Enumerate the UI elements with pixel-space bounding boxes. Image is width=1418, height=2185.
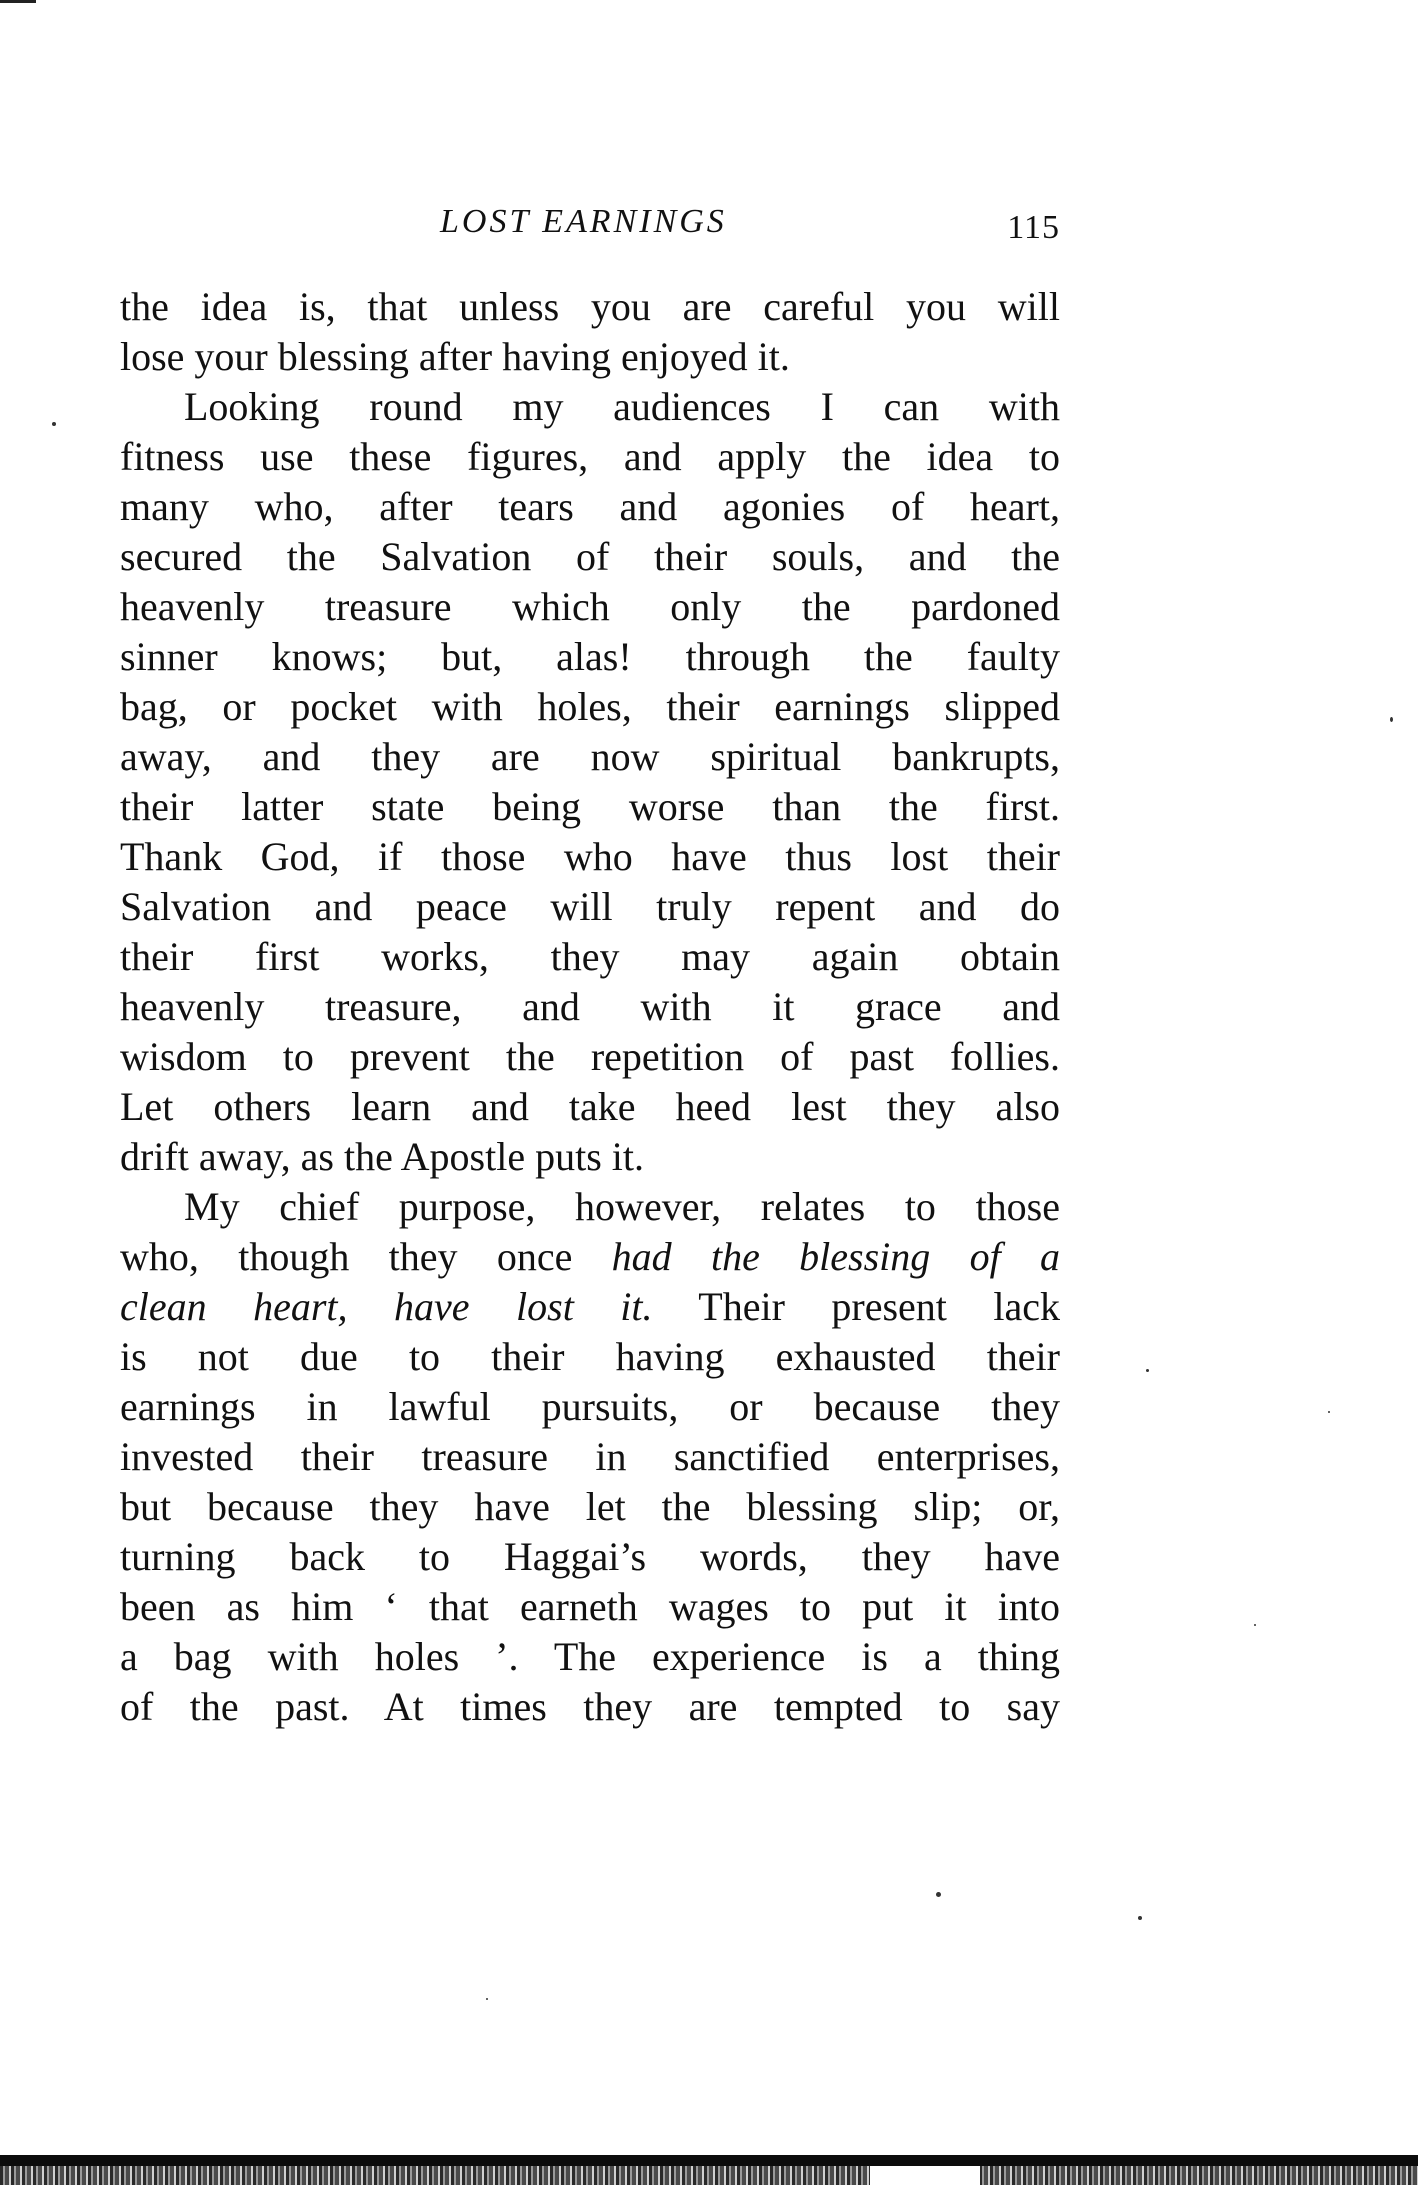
text-line: Looking round my audiences I can with — [184, 384, 1060, 429]
text-line: of the past. At times they are tempted to say — [120, 1684, 1060, 1729]
italic-run: clean heart, have lost it. — [120, 1284, 653, 1329]
text-line: lose your blessing after having enjoyed it. — [120, 334, 790, 379]
text-line: secured the Salvation of their souls, and the — [120, 534, 1060, 579]
dust-speck — [1254, 1624, 1256, 1626]
scan-edge-gap — [870, 2166, 980, 2185]
text-run: Their present lack — [698, 1284, 1060, 1329]
text-line: sinner knows; but, alas! through the faulty — [120, 634, 1060, 679]
text-line: the idea is, that unless you are careful you will — [120, 284, 1060, 329]
dust-speck — [1390, 717, 1393, 722]
text-line: drift away, as the Apostle puts it. — [120, 1134, 644, 1179]
dust-speck — [1146, 1369, 1149, 1372]
italic-run: had the blessing of a — [611, 1234, 1061, 1279]
text-line: but because they have let the blessing slip; or, — [120, 1484, 1060, 1529]
dust-speck — [1138, 1916, 1142, 1920]
text-line: earnings in lawful pursuits, or because they — [120, 1384, 1060, 1429]
text-run: who, though they once — [120, 1234, 573, 1279]
text-line-mixed — [120, 1282, 1060, 1332]
dust-speck — [1328, 1411, 1330, 1413]
text-line: many who, after tears and agonies of heart, — [120, 484, 1060, 529]
scan-bottom-bar — [0, 2155, 1418, 2166]
text-line: bag, or pocket with holes, their earnings slipped — [120, 684, 1060, 729]
text-line: their latter state being worse than the first. — [120, 784, 1060, 829]
text-line: heavenly treasure, and with it grace and — [120, 984, 1060, 1029]
scan-corner-mark — [0, 0, 36, 3]
dust-speck — [52, 422, 56, 426]
text-line: their first works, they may again obtain — [120, 934, 1060, 979]
text-line: Let others learn and take heed lest they also — [120, 1084, 1060, 1129]
text-line: turning back to Haggai’s words, they have — [120, 1534, 1060, 1579]
text-line: Thank God, if those who have thus lost their — [120, 834, 1060, 879]
text-line: been as him ‘ that earneth wages to put it into — [120, 1584, 1060, 1629]
text-line: Salvation and peace will truly repent and do — [120, 884, 1060, 929]
text-line: My chief purpose, however, relates to those — [184, 1184, 1060, 1229]
body-text — [120, 282, 1060, 1732]
scan-edge-noise — [0, 2166, 1418, 2185]
text-line: fitness use these figures, and apply the idea to — [120, 434, 1060, 479]
page-number: 115 — [1007, 209, 1060, 246]
text-line: is not due to their having exhausted their — [120, 1334, 1060, 1379]
text-line-mixed — [120, 1232, 1060, 1282]
text-line: heavenly treasure which only the pardoned — [120, 584, 1060, 629]
dust-speck — [936, 1892, 941, 1897]
text-line: wisdom to prevent the repetition of past follies. — [120, 1034, 1060, 1079]
running-title: LOST EARNINGS — [440, 203, 727, 240]
text-line: a bag with holes ’. The experience is a thing — [120, 1634, 1060, 1679]
text-line: away, and they are now spiritual bankrupts, — [120, 734, 1060, 779]
text-line: invested their treasure in sanctified enterprises, — [120, 1434, 1060, 1479]
page-header — [120, 203, 1060, 253]
dust-speck — [486, 1998, 488, 2000]
